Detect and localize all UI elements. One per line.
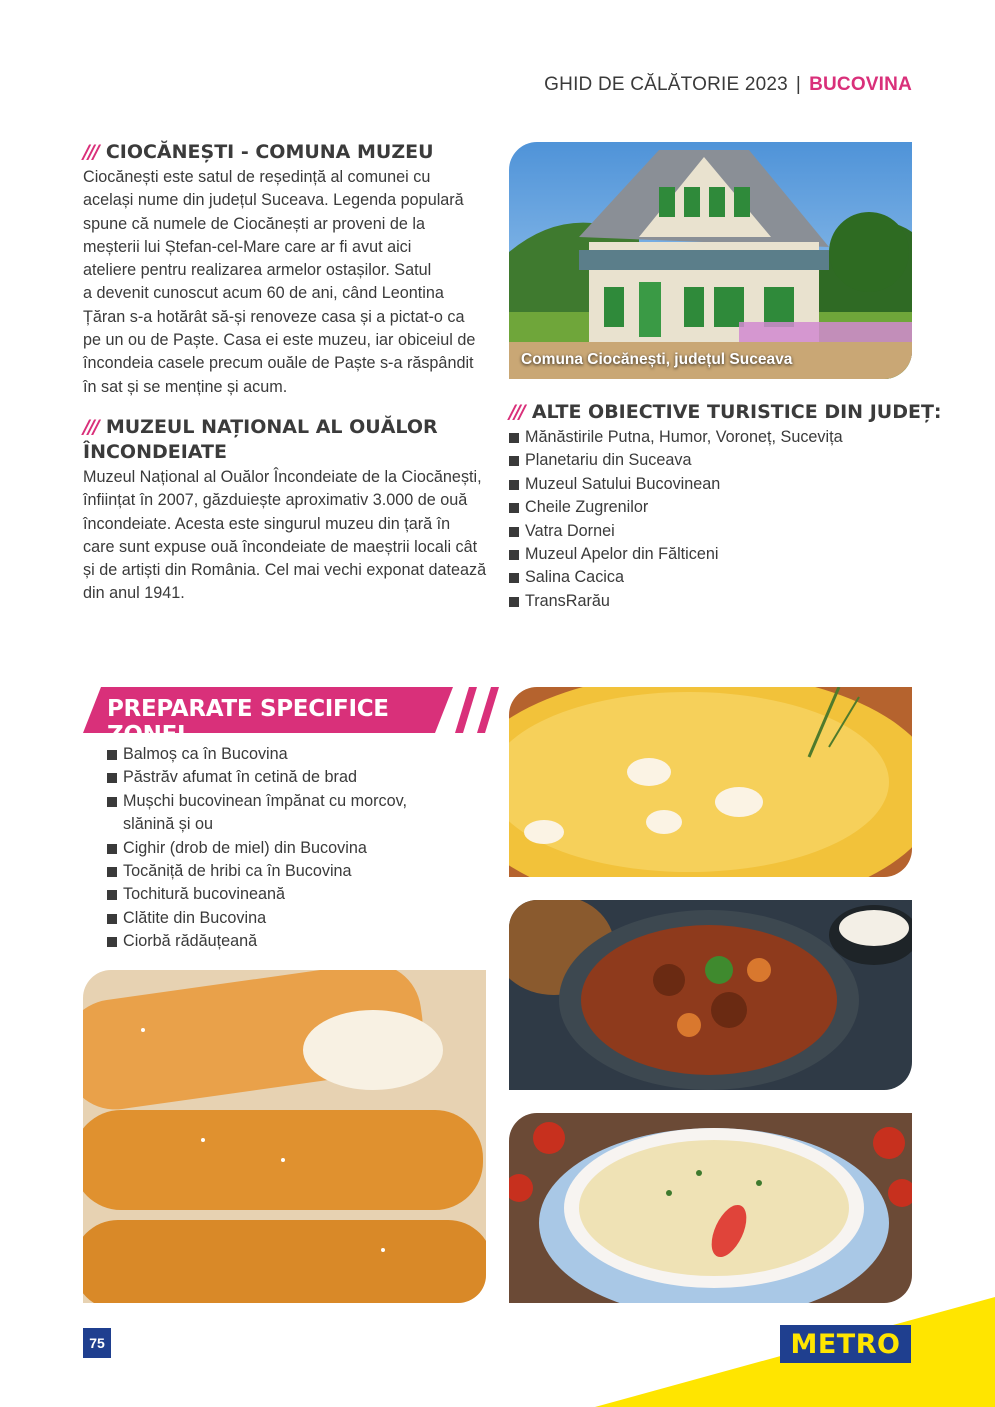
text-line: din anul 1941.	[83, 584, 185, 603]
section-ciocanesti-title	[83, 140, 434, 165]
slash-marker: ///	[83, 141, 98, 163]
region-name: BUCOVINA	[809, 74, 912, 95]
house-photo	[509, 142, 912, 379]
logo-text: METRO	[790, 1328, 901, 1360]
section-museum-title	[83, 415, 438, 465]
soup-photo	[509, 1113, 912, 1303]
text-line: ateliere pentru realizarea armelor ostașilor. Satul	[83, 261, 432, 280]
banner-stripe	[477, 687, 499, 733]
text-line: a devenit cunoscut acum 60 de ani, când Leontina	[83, 284, 444, 303]
polenta-illustration	[509, 687, 912, 877]
section-title-text: CIOCĂNEȘTI - COMUNA MUZEU	[105, 141, 434, 163]
text-line: Muzeul Național al Ouălor Încondeiate de la Ciocănești,	[83, 468, 482, 486]
text-line: Ciocănești este satul de reședință al comunei cu	[83, 168, 431, 186]
list-item: Clătite din Bucovina	[107, 907, 407, 930]
photo-caption: Comuna Ciocănești, județul Suceava	[521, 351, 793, 368]
balmos-photo	[509, 687, 912, 877]
text-line: Țăran s-a hotărât să-și renoveze casa și a pictat-o ca	[83, 307, 465, 326]
page-number: 75	[83, 1328, 111, 1358]
list-item: Mănăstirile Putna, Humor, Voroneț, Sucevița	[509, 426, 843, 449]
metro-logo	[780, 1325, 911, 1363]
text-line: înființat în 2007, găzduiește aproximativ 3.000 de ouă	[83, 491, 468, 510]
text-line: în sat și se menține și acum.	[83, 377, 288, 396]
list-item: Cheile Zugrenilor	[509, 496, 843, 519]
section-museum-text	[83, 466, 486, 606]
dishes-banner	[83, 687, 473, 748]
attractions-list	[509, 426, 843, 613]
text-line: pe un ou de Paște. Casa ei este muzeu, iar obiceiul de	[83, 331, 476, 350]
list-item-continuation: slănină și ou	[123, 815, 213, 834]
list-item: Balmoș ca în Bucovina	[107, 743, 407, 766]
list-item: Cighir (drob de miel) din Bucovina	[107, 837, 407, 860]
text-line: încondeia casele precum ouăle de Paște s-a răspândit	[83, 354, 474, 373]
text-line: și de artiști din România. Cel mai vechi exponat datează	[83, 561, 487, 580]
list-item: Muzeul Satului Bucovinean	[509, 473, 843, 496]
list-item: Tochitură bucovineană	[107, 883, 407, 906]
list-item: Mușchi bucovinean împănat cu morcov,	[107, 790, 407, 813]
section-attractions-title	[509, 400, 942, 425]
text-line: meșterii lui Ștefan-cel-Mare care ar fi avut aici	[83, 237, 412, 256]
slash-marker: ///	[509, 401, 524, 423]
list-item: Ciorbă rădăuțeană	[107, 930, 407, 953]
list-item: Muzeul Apelor din Fălticeni	[509, 543, 843, 566]
header-separator: |	[795, 74, 802, 95]
list-item: Tocăniță de hribi ca în Bucovina	[107, 860, 407, 883]
list-item: Păstrăv afumat în cetină de brad	[107, 766, 407, 789]
page-header	[544, 74, 912, 96]
slash-marker: ///	[83, 416, 98, 438]
list-item: TransRarău	[509, 590, 843, 613]
text-line: același nume din județul Suceava. Legenda populară	[83, 191, 464, 210]
guide-title: GHID DE CĂLĂTORIE 2023	[544, 74, 788, 95]
text-line: încondeiate. Acesta este singurul muzeu din țară în	[83, 514, 451, 533]
house-illustration	[509, 142, 912, 379]
text-line: spune că numele de Ciocănești ar proveni de la	[83, 214, 425, 233]
pancake-illustration	[83, 970, 486, 1303]
stew-illustration	[509, 900, 912, 1090]
list-item: Planetariu din Suceava	[509, 449, 843, 472]
pancake-photo	[83, 970, 486, 1303]
stew-photo	[509, 900, 912, 1090]
section-title-text: MUZEUL NAȚIONAL AL OUĂLOR	[105, 416, 438, 438]
banner-title: PREPARATE SPECIFICE ZONEI	[107, 696, 389, 748]
text-line: care sunt expuse ouă încondeiate de maeștrii locali cât	[83, 537, 478, 556]
list-item: Salina Cacica	[509, 566, 843, 589]
section-ciocanesti-text	[83, 166, 475, 399]
list-item: Vatra Dornei	[509, 520, 843, 543]
soup-illustration	[509, 1113, 912, 1303]
section-title-text: ALTE OBIECTIVE TURISTICE DIN JUDEȚ:	[531, 401, 942, 423]
dishes-list	[107, 743, 407, 954]
section-title-text: ÎNCONDEIATE	[83, 441, 227, 463]
